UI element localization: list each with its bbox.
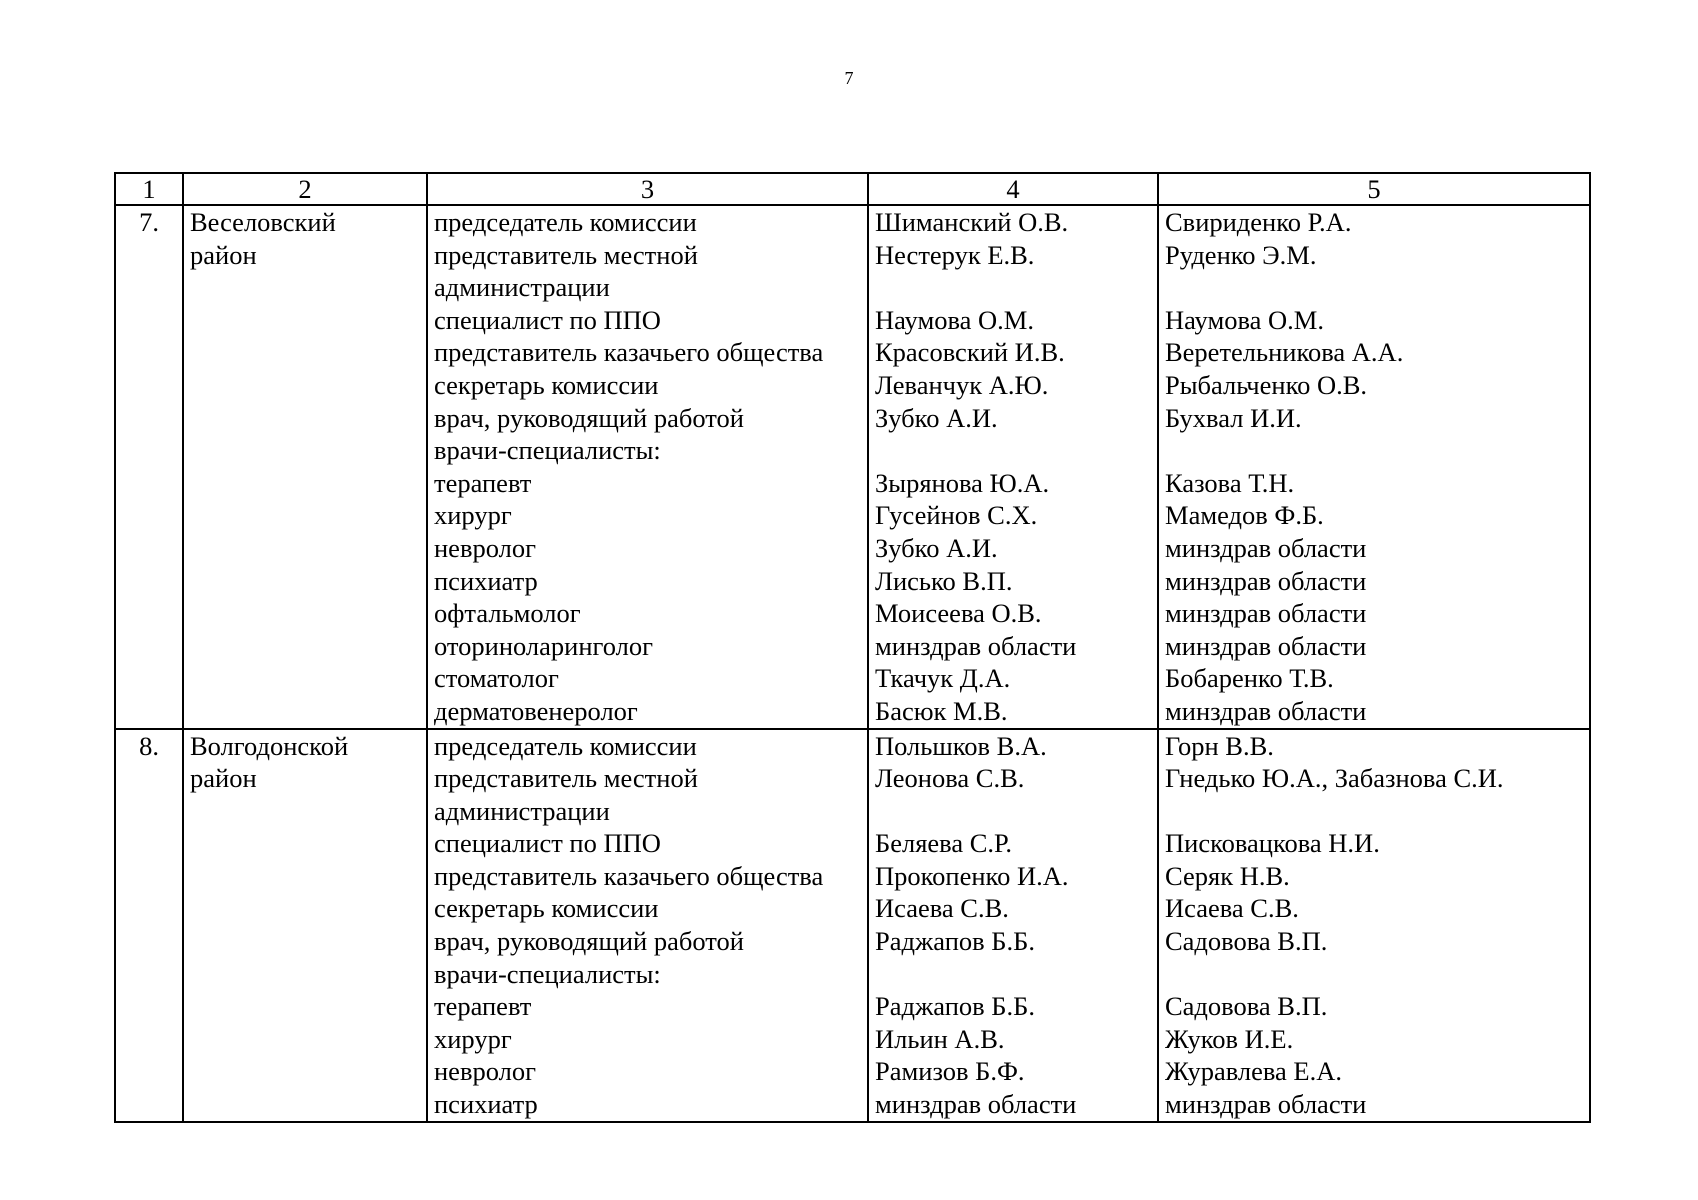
reserve-line: Исаева С.В. <box>1165 893 1299 924</box>
member-line <box>875 434 1151 467</box>
reserve-cell <box>1158 729 1590 1122</box>
member-line: Польшков В.А. <box>875 730 1047 761</box>
header-cell-5: 5 <box>1158 173 1590 205</box>
member-line: Раджапов Б.Б. <box>875 991 1035 1022</box>
reserve-line: Гнедько Ю.А., Забазнова С.И. <box>1165 763 1504 794</box>
role-line: невролог <box>434 1056 536 1087</box>
role-line: представитель казачьего общества <box>434 860 824 891</box>
role-line: психиатр <box>434 565 538 596</box>
reserve-line <box>1165 958 1583 991</box>
role-line: представитель казачьего общества <box>434 337 824 368</box>
member-line <box>875 958 1151 991</box>
reserve-line: минздрав области <box>1165 565 1367 596</box>
member-line: Зубко А.И. <box>875 402 998 433</box>
member-line: Рамизов Б.Ф. <box>875 1056 1025 1087</box>
member-line: минздрав области <box>875 630 1077 661</box>
reserve-line: Свириденко Р.А. <box>1165 207 1352 237</box>
role-line: дерматовенеролог <box>434 695 638 726</box>
role-cell <box>427 729 868 1122</box>
role-line: офтальмолог <box>434 598 581 629</box>
role-line: оториноларинголог <box>434 630 653 661</box>
member-line <box>875 271 1151 304</box>
reserve-line: Жуков И.Е. <box>1165 1023 1294 1054</box>
member-cell <box>868 205 1158 729</box>
role-line: врачи-специалисты: <box>434 958 661 989</box>
member-line: Наумова О.М. <box>875 304 1034 335</box>
reserve-line <box>1165 271 1583 304</box>
reserve-line: минздрав области <box>1165 532 1367 563</box>
role-line: секретарь комиссии <box>434 893 659 924</box>
member-line: Моисеева О.В. <box>875 598 1042 629</box>
member-line: Раджапов Б.Б. <box>875 926 1035 957</box>
reserve-line: Писковацкова Н.И. <box>1165 828 1380 859</box>
reserve-line: Журавлева Е.А. <box>1165 1056 1342 1087</box>
role-line: психиатр <box>434 1089 538 1120</box>
role-cell <box>427 205 868 729</box>
role-line: специалист по ППО <box>434 828 661 859</box>
reserve-cell <box>1158 205 1590 729</box>
reserve-line: Рыбальченко О.В. <box>1165 369 1368 400</box>
role-line: председатель комиссии <box>434 207 697 237</box>
commission-table <box>114 172 1591 1123</box>
header-cell-4: 4 <box>868 173 1158 205</box>
member-line: Леванчук А.Ю. <box>875 369 1049 400</box>
header-cell-1: 1 <box>115 173 183 205</box>
row-number: 8. <box>139 730 159 761</box>
role-line: врачи-специалисты: <box>434 435 661 466</box>
page-number: 7 <box>844 68 854 88</box>
reserve-line: Садовова В.П. <box>1165 926 1328 957</box>
reserve-line: Веретельникова А.А. <box>1165 337 1404 368</box>
reserve-line: Горн В.В. <box>1165 730 1274 761</box>
member-line: Исаева С.В. <box>875 893 1009 924</box>
reserve-line: минздрав области <box>1165 695 1367 726</box>
member-line: минздрав области <box>875 1089 1077 1120</box>
role-line: администрации <box>434 795 610 826</box>
role-line: хирург <box>434 1023 512 1054</box>
reserve-line: минздрав области <box>1165 598 1367 629</box>
role-line: специалист по ППО <box>434 304 661 335</box>
row-number-cell <box>115 729 183 1122</box>
role-line: секретарь комиссии <box>434 369 659 400</box>
district-cell <box>183 205 427 729</box>
member-line: Лисько В.П. <box>875 565 1013 596</box>
header-cell-3: 3 <box>427 173 868 205</box>
role-line: представитель местной <box>434 239 698 270</box>
member-line: Беляева С.Р. <box>875 828 1013 859</box>
role-line: врач, руководящий работой <box>434 926 744 957</box>
reserve-line: Бобаренко Т.В. <box>1165 663 1334 694</box>
role-line: председатель комиссии <box>434 730 697 761</box>
role-line: администрации <box>434 272 610 303</box>
role-line: стоматолог <box>434 663 559 694</box>
role-line: хирург <box>434 500 512 531</box>
table-row <box>115 729 1590 1122</box>
member-line: Зырянова Ю.А. <box>875 467 1050 498</box>
member-line: Красовский И.В. <box>875 337 1065 368</box>
member-line: Леонова С.В. <box>875 763 1025 794</box>
role-line: невролог <box>434 532 536 563</box>
reserve-line: Мамедов Ф.Б. <box>1165 500 1324 531</box>
reserve-line: минздрав области <box>1165 1089 1367 1120</box>
row-number: 7. <box>139 207 159 237</box>
district-cell <box>183 729 427 1122</box>
member-line: Прокопенко И.А. <box>875 860 1069 891</box>
table-header-row <box>115 173 1590 205</box>
reserve-line: Садовова В.П. <box>1165 991 1328 1022</box>
role-line: представитель местной <box>434 763 698 794</box>
member-cell <box>868 729 1158 1122</box>
role-line: терапевт <box>434 467 532 498</box>
member-line: Шиманский О.В. <box>875 207 1069 237</box>
role-line: врач, руководящий работой <box>434 402 744 433</box>
reserve-line <box>1165 434 1583 467</box>
reserve-line: Наумова О.М. <box>1165 304 1324 335</box>
member-line: Зубко А.И. <box>875 532 998 563</box>
member-line: Ткачук Д.А. <box>875 663 1011 694</box>
reserve-line: Руденко Э.М. <box>1165 239 1317 270</box>
reserve-line: Бухвал И.И. <box>1165 402 1302 433</box>
role-line: терапевт <box>434 991 532 1022</box>
district-name-line: Волгодонской <box>190 730 349 761</box>
reserve-line: Серяк Н.В. <box>1165 860 1290 891</box>
member-line: Басюк М.В. <box>875 695 1008 726</box>
member-line: Нестерук Е.В. <box>875 239 1035 270</box>
row-number-cell <box>115 205 183 729</box>
member-line: Гусейнов С.Х. <box>875 500 1038 531</box>
district-name-line: район <box>190 239 257 270</box>
reserve-line: Казова Т.Н. <box>1165 467 1295 498</box>
header-cell-2: 2 <box>183 173 427 205</box>
table-row <box>115 205 1590 729</box>
reserve-line: минздрав области <box>1165 630 1367 661</box>
member-line: Ильин А.В. <box>875 1023 1005 1054</box>
district-name-line: Веселовский <box>190 207 336 237</box>
member-line <box>875 795 1151 828</box>
reserve-line <box>1165 795 1583 828</box>
district-name-line: район <box>190 763 257 794</box>
